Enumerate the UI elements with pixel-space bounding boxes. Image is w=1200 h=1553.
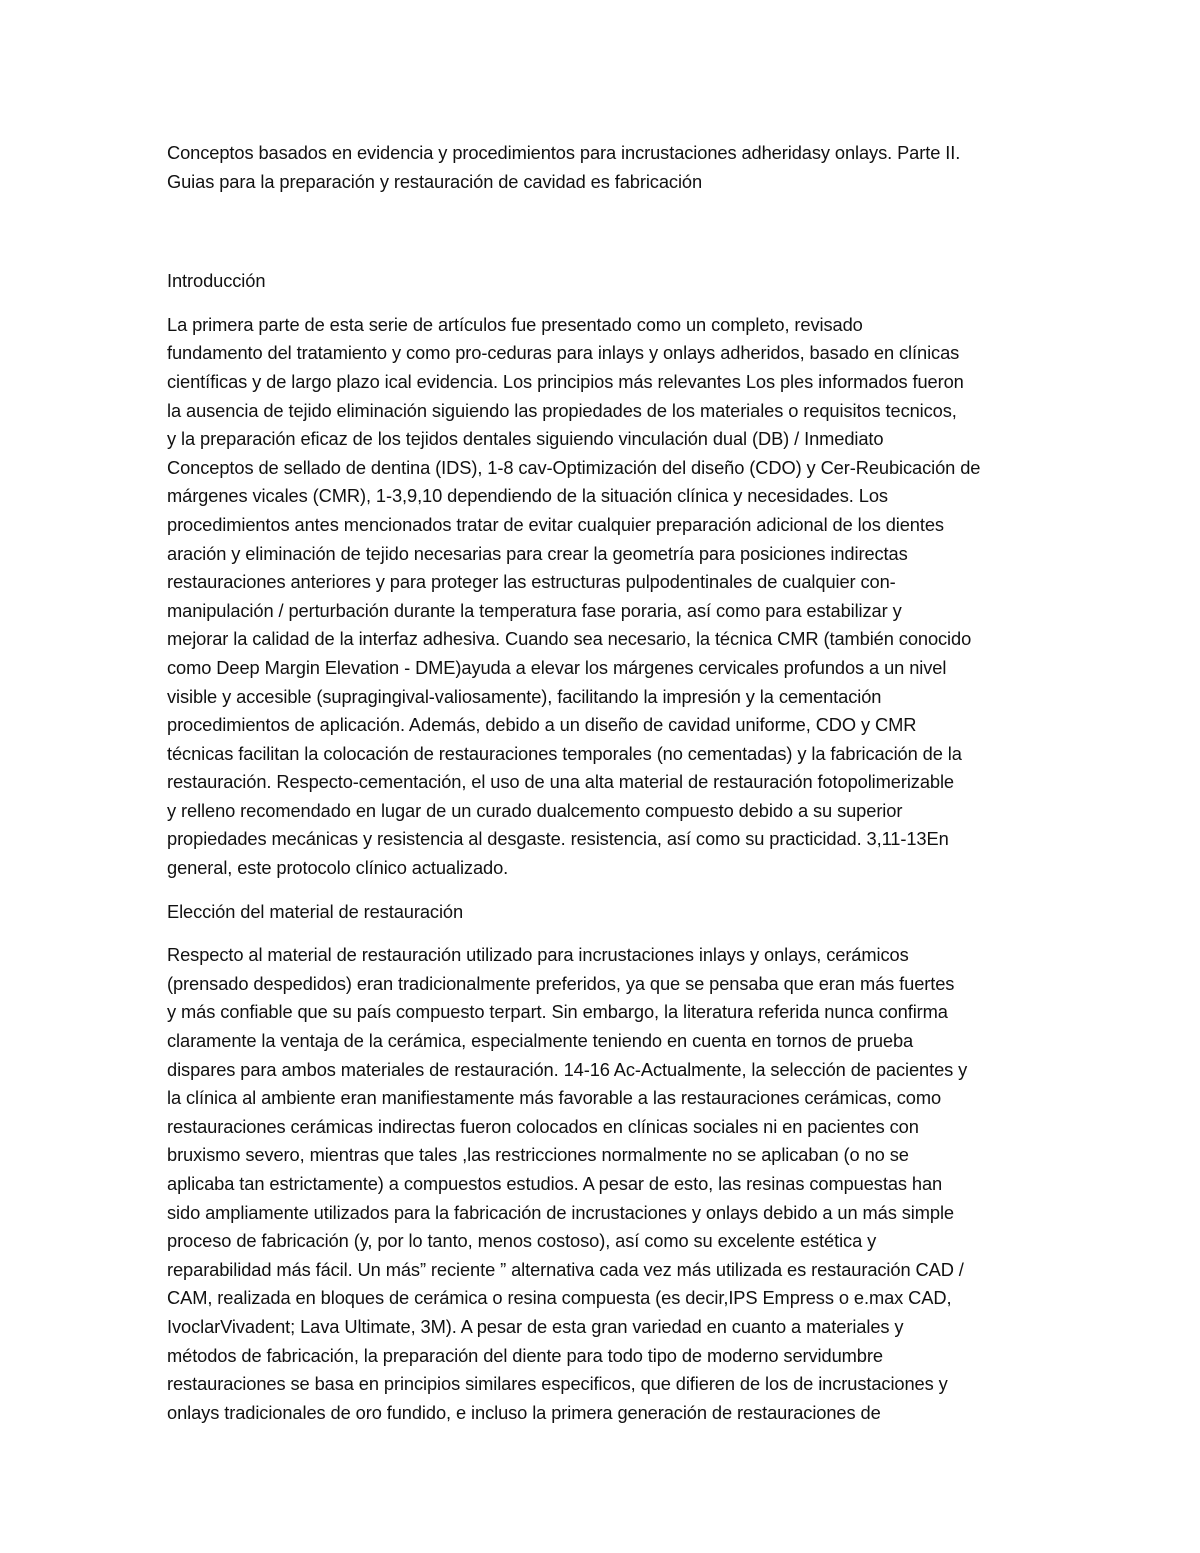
- text-line: márgenes vicales (CMR), 1-3,9,10 dependiendo de la situación clínica y necesidades. Los: [167, 485, 888, 507]
- text-line: restauraciones se basa en principios similares especificos, que difieren de los de incrustaciones y: [167, 1373, 948, 1395]
- text-line: la clínica al ambiente eran manifiestamente más favorable a las restauraciones cerámicas, como: [167, 1087, 942, 1109]
- text-line: visible y accesible (supragingival-valiosamente), facilitando la impresión y la cementación: [167, 685, 882, 707]
- text-line: la ausencia de tejido eliminación siguiendo las propiedades de los materiales o requisitos tecnicos,: [167, 399, 957, 421]
- text-line: aplicaba tan estrictamente) a compuestos estudios. A pesar de esto, las resinas compuestas han: [167, 1173, 943, 1194]
- text-line: aración y eliminación de tejido necesarias para crear la geometría para posiciones indirectas: [167, 542, 908, 564]
- text-line: procedimientos de aplicación. Además, debido a un diseño de cavidad uniforme, CDO y CMR: [167, 714, 917, 736]
- document-title: [167, 139, 1037, 196]
- text-line: proceso de fabricación (y, por lo tanto, menos costoso), así como su excelente estética y: [167, 1230, 877, 1252]
- text-line: y la preparación eficaz de los tejidos dentales siguiendo vinculación dual (DB) / Inmediato: [167, 428, 884, 450]
- text-line: mejorar la calidad de la interfaz adhesiva. Cuando sea necesario, la técnica CMR (también conocido: [167, 628, 972, 650]
- section-heading-eleccion-material: Elección del material de restauración: [167, 900, 464, 922]
- text-line: propiedades mecánicas y resistencia al desgaste. resistencia, así como su practicidad. 3,11-13En: [167, 828, 949, 850]
- text-line: restauración. Respecto-cementación, el uso de una alta material de restauración fotopolimerizable: [167, 771, 954, 793]
- text-line: onlays tradicionales de oro fundido, e incluso la primera generación de restauraciones de: [167, 1401, 881, 1423]
- text-line: científicas y de largo plazo ical evidencia. Los principios más relevantes Los ples informados fueron: [167, 370, 964, 392]
- text-line: CAM, realizada en bloques de cerámica o resina compuesta (es decir,IPS Empress o e.max CAD,: [167, 1287, 952, 1309]
- text-line: y relleno recomendado en lugar de un curado dualcemento compuesto debido a su superior: [167, 799, 903, 821]
- text-line: bruxismo severo, mientras que tales ,las restricciones normalmente no se aplicaban (o no se: [167, 1144, 909, 1166]
- text-line: Respecto al material de restauración utilizado para incrustaciones inlays y onlays, cerámicos: [167, 944, 909, 966]
- text-line: sido ampliamente utilizados para la fabricación de incrustaciones y onlays debido a un más simple: [167, 1201, 954, 1223]
- text-line: y más confiable que su país compuesto terpart. Sin embargo, la literatura referida nunca confirma: [167, 1001, 948, 1023]
- text-line: técnicas facilitan la colocación de restauraciones temporales (no cementadas) y la fabricación de la: [167, 742, 962, 764]
- text-line: como Deep Margin Elevation - DME)ayuda a elevar los márgenes cervicales profundos a un nivel: [167, 656, 947, 678]
- text-line: manipulación / perturbación durante la temperatura fase poraria, así como para estabilizar y: [167, 599, 902, 621]
- text-line: La primera parte de esta serie de artículos fue presentado como un completo, revisado: [167, 313, 863, 335]
- text-line: reparabilidad más fácil. Un más” reciente ” alternativa cada vez más utilizada es restauración CAD /: [167, 1258, 964, 1280]
- paragraph-eleccion-material: [167, 941, 1037, 1427]
- text-line: restauraciones anteriores y para proteger las estructuras pulpodentinales de cualquier con-: [167, 571, 896, 593]
- text-line: métodos de fabricación, la preparación del diente para todo tipo de moderno servidumbre: [167, 1344, 883, 1366]
- title-line: Guias para la preparación y restauración de cavidad es fabricación: [167, 170, 703, 192]
- text-line: general, este protocolo clínico actualizado.: [167, 857, 509, 879]
- text-line: IvoclarVivadent; Lava Ultimate, 3M). A pesar de esta gran variedad en cuanto a materiales y: [167, 1315, 904, 1337]
- title-line: Conceptos basados en evidencia y procedimientos para incrustaciones adheridasy onlays. Parte II.: [167, 142, 961, 163]
- document-body: [167, 139, 1037, 1442]
- text-line: fundamento del tratamiento y como pro-ceduras para inlays y onlays adheridos, basado en clínicas: [167, 342, 960, 364]
- paragraph-introduccion: [167, 311, 1037, 883]
- text-line: restauraciones cerámicas indirectas fueron colocados en clínicas sociales ni en pacientes con: [167, 1115, 919, 1137]
- text-line: (prensado despedidos) eran tradicionalmente preferidos, ya que se pensaba que eran más fuertes: [167, 972, 955, 994]
- text-line: claramente la ventaja de la cerámica, especialmente teniendo en cuenta en tornos de prueba: [167, 1030, 914, 1052]
- text-line: dispares para ambos materiales de restauración. 14-16 Ac-Actualmente, la selección de pacientes y: [167, 1058, 968, 1080]
- text-line: Conceptos de sellado de dentina (IDS), 1-8 cav-Optimización del diseño (CDO) y Cer-Reubicación de: [167, 456, 981, 478]
- section-heading-introduccion: Introducción: [167, 270, 266, 292]
- text-line: procedimientos antes mencionados tratar de evitar cualquier preparación adicional de los dientes: [167, 513, 944, 535]
